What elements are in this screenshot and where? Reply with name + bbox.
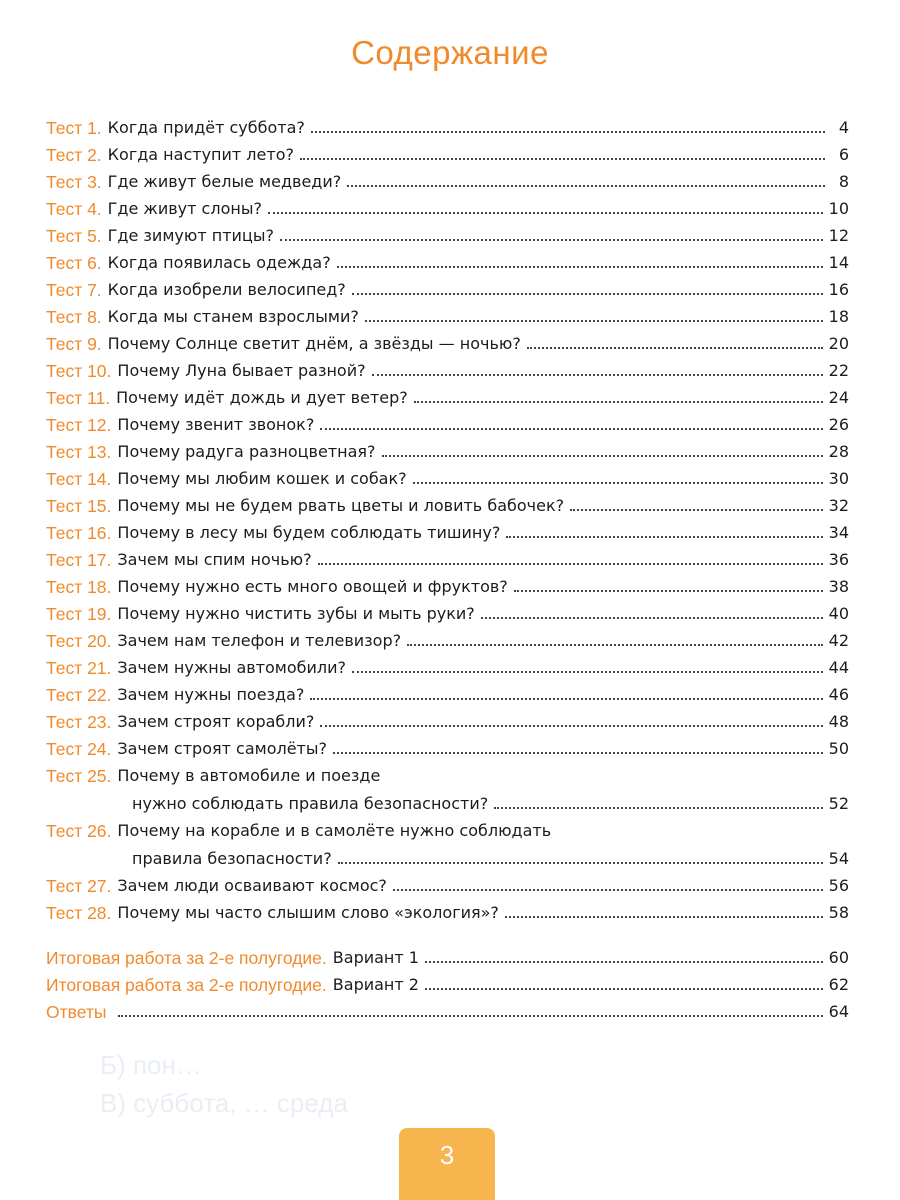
toc-entry (46, 815, 849, 869)
toc-entry-title: Зачем строят корабли? (117, 712, 315, 731)
toc-entry-page: 22 (828, 361, 849, 380)
toc-entry-page: 14 (828, 253, 849, 272)
toc-entry-number: Тест 5. (46, 226, 102, 246)
toc-entry-number: Тест 24. (46, 739, 112, 759)
page-title: Содержание (351, 34, 549, 71)
toc-leader-dots (352, 671, 823, 673)
toc-entry-number: Тест 13. (46, 442, 112, 462)
toc-entry-number: Тест 6. (46, 253, 102, 273)
toc-entry-page: 8 (838, 172, 849, 191)
toc-entry (46, 942, 849, 968)
toc-entry (46, 436, 849, 462)
toc-entry (46, 969, 849, 995)
toc-entry (46, 996, 849, 1022)
toc-leader-dots (514, 590, 823, 592)
toc-entry-page: 60 (828, 948, 849, 967)
toc-entry-title-continued: правила безопасности? (132, 849, 332, 868)
toc-entry-number: Тест 14. (46, 469, 112, 489)
page-number: 3 (439, 1140, 455, 1170)
toc-entry-page: 26 (828, 415, 849, 434)
toc-leader-dots (365, 320, 823, 322)
toc-leader-dots (506, 536, 822, 538)
toc-entry-number: Тест 26. (46, 821, 112, 841)
toc-entry (46, 274, 849, 300)
toc-entry-title: Почему в автомобиле и поезде (117, 766, 381, 785)
toc-entry-number: Тест 7. (46, 280, 102, 300)
toc-entry (46, 760, 849, 814)
toc-entry (46, 382, 849, 408)
toc-leader-dots (425, 988, 823, 990)
toc-entry-number: Тест 4. (46, 199, 102, 219)
toc-entry-number: Тест 17. (46, 550, 112, 570)
toc-entry-number: Тест 28. (46, 903, 112, 923)
toc-entry-number: Тест 11. (46, 388, 111, 408)
toc-entry-title: Вариант 1 (332, 948, 419, 967)
toc-entry-title: Почему мы часто слышим слово «экология»? (117, 903, 499, 922)
toc-entry-number: Тест 20. (46, 631, 112, 651)
toc-entry-title-continued: нужно соблюдать правила безопасности? (132, 794, 489, 813)
toc-entry (46, 463, 849, 489)
toc-leader-dots (570, 509, 823, 511)
toc-entry-number: Тест 27. (46, 876, 112, 896)
toc-entry-title: Когда придёт суббота? (107, 118, 305, 137)
toc-entry-page: 56 (828, 876, 849, 895)
toc-entry-title: Где живут белые медведи? (107, 172, 342, 191)
toc-entry (46, 328, 849, 354)
toc-entry-page: 46 (828, 685, 849, 704)
toc-entry-number: Тест 18. (46, 577, 112, 597)
toc-entry-title: Почему на корабле и в самолёте нужно соблюдать (117, 821, 552, 840)
toc-entry-page: 30 (828, 469, 849, 488)
toc-leader-dots (393, 889, 823, 891)
toc-entry-title: Где зимуют птицы? (107, 226, 274, 245)
toc-entry (46, 490, 849, 516)
toc-entry (46, 870, 849, 896)
toc-entry-page: 44 (828, 658, 849, 677)
toc-entry-title: Когда изобрели велосипед? (107, 280, 346, 299)
toc-leader-dots (300, 158, 825, 160)
toc-entry (46, 706, 849, 732)
toc-leader-dots (310, 698, 822, 700)
toc-entry (46, 247, 849, 273)
toc-entry (46, 625, 849, 651)
page-number-tab (399, 1128, 495, 1200)
toc-entry-number: Тест 10. (46, 361, 112, 381)
toc-entry-title: Когда появилась одежда? (107, 253, 331, 272)
toc-leader-dots (320, 428, 822, 430)
toc-entry-page: 32 (828, 496, 849, 515)
toc-entry-title: Зачем строят самолёты? (117, 739, 327, 758)
toc-entry-page: 12 (828, 226, 849, 245)
toc-entry-title: Почему нужно есть много овощей и фруктов? (117, 577, 508, 596)
toc-entry-page: 24 (828, 388, 849, 407)
toc-entry (46, 301, 849, 327)
toc-leader-dots (505, 916, 823, 918)
toc-entry-title: Почему мы любим кошек и собак? (117, 469, 407, 488)
toc-entry-title: Почему звенит звонок? (117, 415, 315, 434)
toc-entry-number: Тест 2. (46, 145, 102, 165)
toc-leader-dots (413, 482, 823, 484)
toc-entry (46, 679, 849, 705)
toc-entry-page: 20 (828, 334, 849, 353)
toc-entry-number: Итоговая работа за 2-е полугодие. (46, 948, 327, 968)
toc-leader-dots (347, 185, 825, 187)
toc-entry-title: Зачем нужны поезда? (117, 685, 305, 704)
toc-entry-title: Когда мы станем взрослыми? (107, 307, 359, 326)
toc-leader-dots (382, 455, 823, 457)
toc-leader-dots (352, 293, 823, 295)
toc-leader-dots (311, 131, 825, 133)
toc-entry-title: Почему Солнце светит днём, а звёзды — ночью? (107, 334, 521, 353)
toc-entry-page: 52 (828, 794, 849, 813)
toc-entry-number: Тест 19. (46, 604, 112, 624)
toc-entry-title: Почему мы не будем рвать цветы и ловить бабочек? (117, 496, 565, 515)
toc-entry-page: 50 (828, 739, 849, 758)
toc-entry-number: Тест 15. (46, 496, 112, 516)
toc-entry-number: Итоговая работа за 2-е полугодие. (46, 975, 327, 995)
toc-entry-page: 42 (828, 631, 849, 650)
toc-leader-dots (372, 374, 823, 376)
toc-leader-dots (425, 961, 823, 963)
toc-entry (46, 139, 849, 165)
toc-leader-dots (333, 752, 823, 754)
toc-leader-dots (280, 239, 823, 241)
toc-entry (46, 544, 849, 570)
toc-leader-dots (494, 807, 822, 809)
toc-leader-dots (414, 401, 823, 403)
toc-entry-page: 16 (828, 280, 849, 299)
toc-entry-title: Когда наступит лето? (107, 145, 294, 164)
toc-entry-page: 18 (828, 307, 849, 326)
toc-entry-title: Почему Луна бывает разной? (117, 361, 366, 380)
toc-entry-number: Тест 3. (46, 172, 102, 192)
toc-leader-dots (338, 862, 823, 864)
toc-leader-dots (318, 563, 823, 565)
toc-entry (46, 166, 849, 192)
toc-entry-title: Зачем нужны автомобили? (117, 658, 347, 677)
toc-entry-page: 40 (828, 604, 849, 623)
bleed-through-text-2: В) суббота, … среда (100, 1088, 348, 1118)
toc-entry-title: Почему радуга разноцветная? (117, 442, 376, 461)
toc-entry-page: 36 (828, 550, 849, 569)
toc-entry-page: 34 (828, 523, 849, 542)
toc-entry (46, 220, 849, 246)
toc-entry-number: Ответы (46, 1002, 107, 1022)
toc-entry-number: Тест 1. (46, 118, 102, 138)
toc-entry (46, 571, 849, 597)
toc-entry-page: 6 (838, 145, 849, 164)
toc-entry-title: Почему в лесу мы будем соблюдать тишину? (117, 523, 501, 542)
toc-leader-dots (481, 617, 823, 619)
toc-entry-page: 28 (828, 442, 849, 461)
toc-entry-number: Тест 8. (46, 307, 102, 327)
toc-entry-number: Тест 21. (46, 658, 112, 678)
toc-entry-title: Зачем люди осваивают космос? (117, 876, 387, 895)
toc-entry (46, 652, 849, 678)
toc-entry-number: Тест 16. (46, 523, 112, 543)
toc-entry-page: 48 (828, 712, 849, 731)
toc-entry-title: Где живут слоны? (107, 199, 262, 218)
toc-entry (46, 112, 849, 138)
toc-entry-number: Тест 22. (46, 685, 112, 705)
toc-entry-page: 4 (838, 118, 849, 137)
toc-leader-dots (320, 725, 822, 727)
toc-entry-title: Почему нужно чистить зубы и мыть руки? (117, 604, 475, 623)
toc-entry-title: Вариант 2 (332, 975, 419, 994)
toc-entry (46, 409, 849, 435)
toc-entry-number: Тест 12. (46, 415, 112, 435)
toc-entry-page: 10 (828, 199, 849, 218)
toc-entry (46, 598, 849, 624)
toc-leader-dots (268, 212, 823, 214)
toc-entry-page: 58 (828, 903, 849, 922)
bleed-through-text-1: Б) пон… (100, 1050, 202, 1080)
toc-entry-title: Почему идёт дождь и дует ветер? (116, 388, 408, 407)
toc-entry-title: Зачем мы спим ночью? (117, 550, 312, 569)
toc-leader-dots (118, 1015, 822, 1017)
toc-leader-dots (527, 347, 823, 349)
toc-entry-number: Тест 25. (46, 766, 112, 786)
toc-entry-page: 64 (828, 1002, 849, 1021)
toc-entry-title: Зачем нам телефон и телевизор? (117, 631, 402, 650)
toc-entry-page: 38 (828, 577, 849, 596)
toc-entry (46, 733, 849, 759)
toc-leader-dots (337, 266, 823, 268)
toc-entry (46, 193, 849, 219)
toc-leader-dots (407, 644, 823, 646)
toc-entry-page: 62 (828, 975, 849, 994)
toc-entry (46, 355, 849, 381)
toc-entry (46, 897, 849, 923)
toc-entry-number: Тест 23. (46, 712, 112, 732)
toc-entry-number: Тест 9. (46, 334, 102, 354)
toc-entry-page: 54 (828, 849, 849, 868)
toc-entry (46, 517, 849, 543)
